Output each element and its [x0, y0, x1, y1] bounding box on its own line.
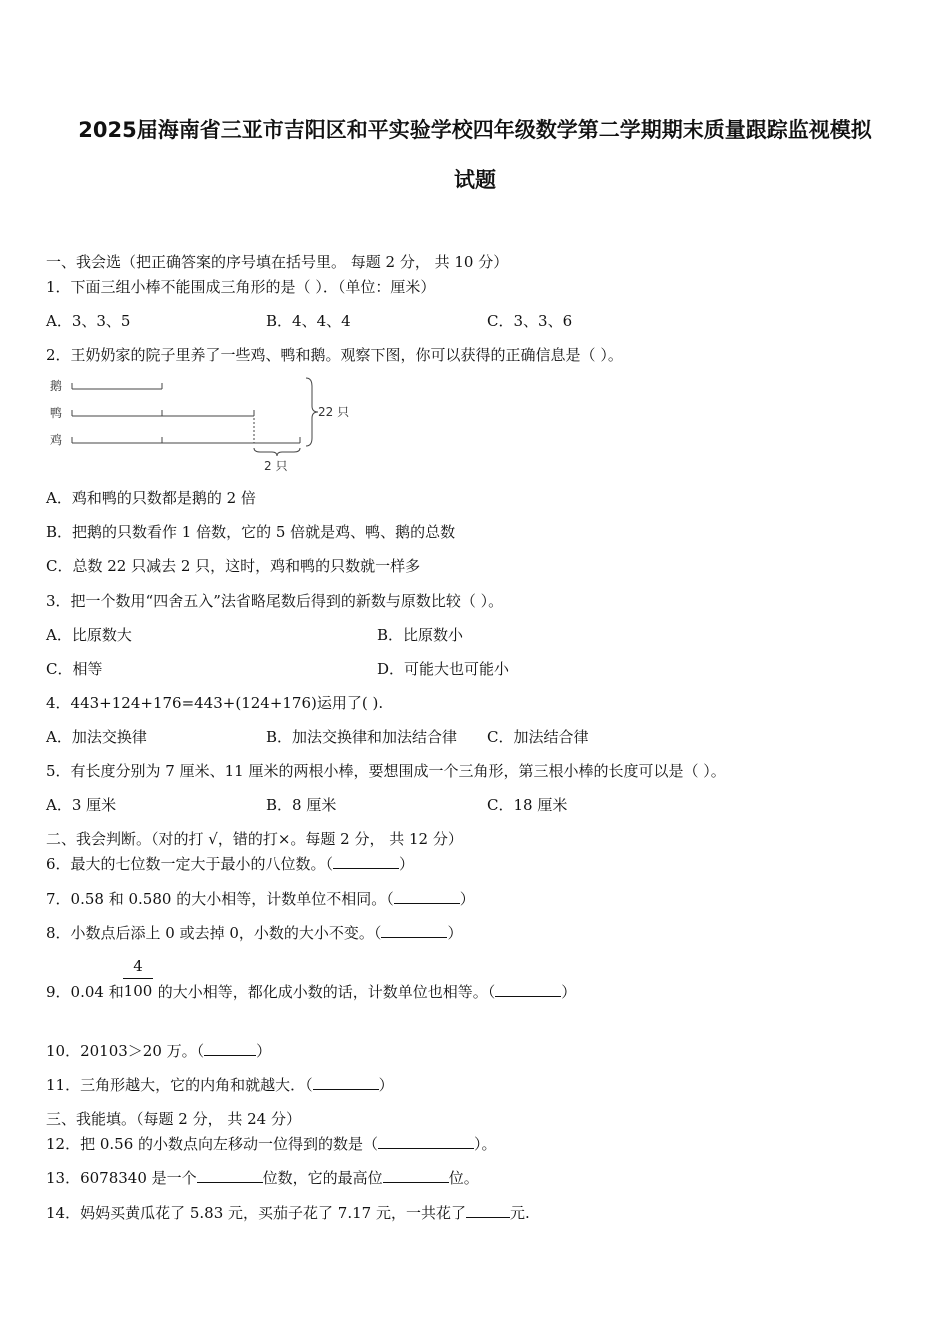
- question-7-close: ）: [459, 890, 475, 908]
- question-3-stem: 3．把一个数用“四舍五入”法省略尾数后得到的新数与原数比较（ ）。: [46, 592, 504, 610]
- question-7-text: 7．0.58 和 0.580 的大小相等，计数单位不相同。（: [46, 890, 394, 908]
- question-8: [46, 923, 462, 943]
- diagram-label-goose: 鹅: [50, 379, 63, 393]
- question-13-post: 位。: [448, 1169, 479, 1187]
- fraction-4-over-100: [123, 956, 153, 1001]
- question-8-close: ）: [447, 924, 463, 942]
- answer-blank[interactable]: [333, 854, 399, 869]
- question-5-option-a: A．3 厘米: [46, 796, 117, 814]
- fraction-denominator: 100: [123, 982, 153, 1000]
- question-10: [46, 1041, 271, 1061]
- answer-blank[interactable]: [197, 1168, 263, 1183]
- question-10-text: 10．20103＞20 万。（: [46, 1042, 205, 1060]
- answer-blank[interactable]: [466, 1203, 510, 1218]
- question-10-close: ）: [256, 1042, 272, 1060]
- answer-blank[interactable]: [204, 1041, 256, 1056]
- question-12: [46, 1134, 497, 1154]
- question-11-close: ）: [378, 1076, 394, 1094]
- question-1-stem: 1．下面三组小棒不能围成三角形的是（ ）．（单位：厘米）: [46, 278, 436, 296]
- answer-blank[interactable]: [381, 923, 447, 938]
- question-9-close: ）: [561, 983, 577, 1001]
- question-9-pre: 9．0.04 和: [46, 983, 124, 1001]
- question-13-mid: 位数，它的最高位: [262, 1169, 383, 1187]
- answer-blank[interactable]: [495, 982, 561, 997]
- fraction-numerator: 4: [133, 957, 143, 975]
- section-2-heading: 二、我会判断。（对的打 √，错的打×。每题 2 分， 共 12 分）: [46, 830, 463, 848]
- question-11-text: 11．三角形越大，它的内角和就越大．（: [46, 1076, 313, 1094]
- question-5-option-b: B．8 厘米: [266, 796, 337, 814]
- question-1-option-a: A．3、3、5: [46, 312, 131, 330]
- question-1-option-c: C．3、3、6: [487, 312, 573, 330]
- diagram-label-duck: 鸭: [50, 406, 63, 420]
- question-3-option-d: D．可能大也可能小: [377, 660, 510, 678]
- answer-blank[interactable]: [394, 889, 460, 904]
- question-1-option-b: B．4、4、4: [266, 312, 351, 330]
- question-5-stem: 5．有长度分别为 7 厘米、11 厘米的两根小棒，要想围成一个三角形，第三根小棒的长度可以是（ ）。: [46, 762, 726, 780]
- section-1-heading: 一、我会选（把正确答案的序号填在括号里。 每题 2 分， 共 10 分）: [46, 253, 509, 271]
- page-title-line-2: 试题: [454, 168, 496, 192]
- diagram-diff-label: 2 只: [264, 459, 288, 473]
- question-6-text: 6．最大的七位数一定大于最小的八位数。（: [46, 855, 334, 873]
- question-9-post: 的大小相等，都化成小数的话，计数单位也相等。（: [157, 983, 496, 1001]
- question-6: [46, 854, 414, 874]
- question-14: [46, 1203, 530, 1223]
- question-3-option-c: C．相等: [46, 660, 103, 678]
- question-2-option-a: A．鸡和鸭的只数都是鹅的 2 倍: [46, 489, 256, 507]
- question-2-option-c: C．总数 22 只减去 2 只，这时，鸡和鸭的只数就一样多: [46, 557, 421, 575]
- page-title-line-1: 2025届海南省三亚市吉阳区和平实验学校四年级数学第二学期期末质量跟踪监视模拟: [78, 118, 872, 142]
- diagram-total-label: 22 只: [318, 405, 350, 419]
- question-11: [46, 1075, 394, 1095]
- question-4-stem: 4．443+124+176=443+(124+176)运用了( ).: [46, 694, 384, 712]
- question-4-option-c: C．加法结合律: [487, 728, 589, 746]
- question-14-pre: 14．妈妈买黄瓜花了 5.83 元，买茄子花了 7.17 元，一共花了: [46, 1204, 466, 1222]
- answer-blank[interactable]: [383, 1168, 449, 1183]
- answer-blank[interactable]: [313, 1075, 379, 1090]
- question-12-close: ）。: [474, 1135, 497, 1153]
- segment-diagram: [44, 372, 364, 478]
- question-8-text: 8．小数点后添上 0 或去掉 0，小数的大小不变。（: [46, 924, 382, 942]
- question-13-pre: 13．6078340 是一个: [46, 1169, 197, 1187]
- question-7: [46, 889, 475, 909]
- question-5-option-c: C．18 厘米: [487, 796, 568, 814]
- answer-blank[interactable]: [378, 1134, 474, 1149]
- question-13: [46, 1168, 479, 1188]
- question-4-option-b: B．加法交换律和加法结合律: [266, 728, 458, 746]
- question-3-option-a: A．比原数大: [46, 626, 132, 644]
- diagram-label-chicken: 鸡: [50, 433, 63, 447]
- question-12-text: 12．把 0.56 的小数点向左移动一位得到的数是（: [46, 1135, 379, 1153]
- question-6-close: ）: [399, 855, 415, 873]
- question-14-post: 元.: [509, 1204, 530, 1222]
- fraction-bar: [123, 978, 153, 979]
- question-2-stem: 2．王奶奶家的院子里养了一些鸡、鸭和鹅。观察下图，你可以获得的正确信息是（ ）。: [46, 346, 623, 364]
- question-4-option-a: A．加法交换律: [46, 728, 147, 746]
- question-2-option-b: B．把鹅的只数看作 1 倍数，它的 5 倍就是鸡、鸭、鹅的总数: [46, 523, 456, 541]
- question-3-option-b: B．比原数小: [377, 626, 464, 644]
- section-3-heading: 三、我能填。（每题 2 分， 共 24 分）: [46, 1110, 301, 1128]
